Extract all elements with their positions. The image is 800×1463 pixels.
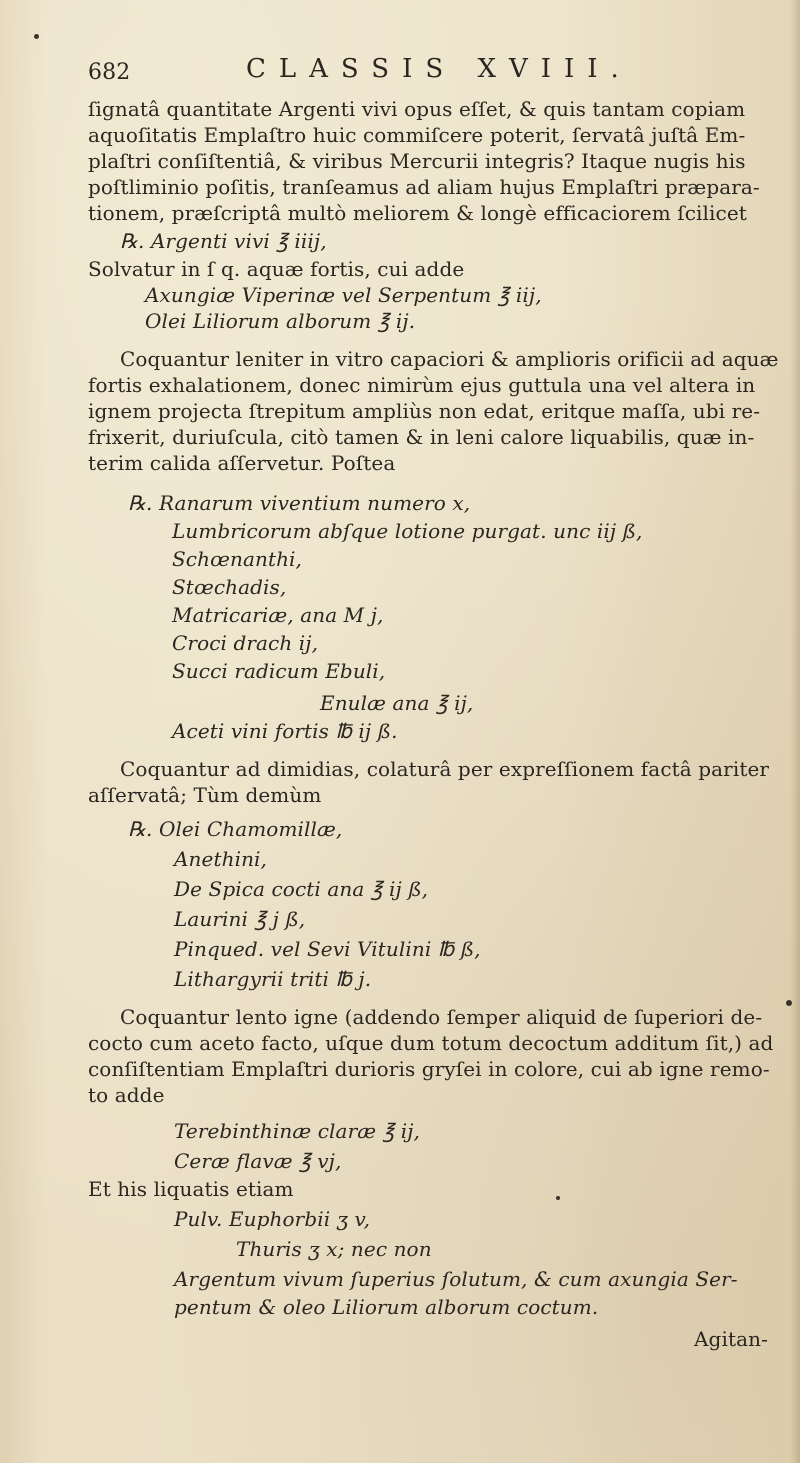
- recipe-line: Thuris ʒ x; nec non: [236, 1237, 432, 1261]
- recipe-line: ℞. Olei Chamomillæ,: [128, 817, 343, 841]
- text-line: conſiſtentiam Emplaſtri durioris gryſei in colore, cui ab igne remo-: [88, 1057, 770, 1081]
- ink-spot: [786, 1000, 792, 1006]
- text-line: cocto cum aceto facto, uſque dum totum decoctum additum ſit,) ad: [88, 1031, 774, 1055]
- text-line: Solvatur in ſ q. aquæ fortis, cui adde: [88, 257, 465, 281]
- page-edge-shadow: [790, 0, 800, 1463]
- text-line: plaſtri conſiſtentiâ, & viribus Mercurii integris? Itaque nugis his: [88, 149, 746, 173]
- recipe-line: Axungiæ Viperinæ vel Serpentum ℥ iij,: [145, 283, 542, 307]
- recipe-line: Matricariæ, ana M j,: [172, 603, 384, 627]
- text-line: Coquantur leniter in vitro capaciori & amplioris orificii ad aquæ: [120, 347, 779, 371]
- text-line: aquoſitatis Emplaſtro huic commiſcere poterit, ſervatâ juſtâ Em-: [88, 123, 746, 147]
- ink-spot: [556, 1196, 560, 1200]
- recipe-line: Ceræ flavæ ℥ vj,: [174, 1149, 342, 1173]
- recipe-line: Argentum vivum ſuperius ſolutum, & cum axungia Ser-: [174, 1267, 738, 1291]
- recipe-line: De Spica cocti ana ℥ ij ß,: [174, 877, 429, 901]
- recipe-line: Anethini,: [174, 847, 268, 871]
- page-number: 682: [88, 60, 131, 85]
- recipe-line: Aceti vini fortis ℔ ij ß.: [172, 719, 398, 743]
- text-line: terim calida aſſervetur. Poſtea: [88, 451, 396, 475]
- recipe-line: Stœchadis,: [172, 575, 287, 599]
- recipe-line: Terebinthinæ claræ ℥ ij,: [174, 1119, 420, 1143]
- text-line: ſignatâ quantitate Argenti vivi opus eſſet, & quis tantam copiam: [88, 97, 746, 121]
- text-line: aſſervatâ; Tùm demùm: [88, 783, 322, 807]
- recipe-line: Olei Liliorum alborum ℥ ij.: [145, 309, 416, 333]
- text-line: to adde: [88, 1083, 165, 1107]
- text-line: fortis exhalationem, donec nimirùm ejus guttula una vel altera in: [88, 373, 756, 397]
- recipe-line: pentum & oleo Liliorum alborum coctum.: [174, 1295, 599, 1319]
- running-title: CLASSIS XVIII.: [246, 54, 632, 84]
- recipe-line: Schœnanthi,: [172, 547, 303, 571]
- text-line: frixerit, duriuſcula, citò tamen & in leni calore liquabilis, quæ in-: [88, 425, 755, 449]
- recipe-line: ℞. Argenti vivi ℥ iiij,: [120, 229, 327, 253]
- text-line: Coquantur lento igne (addendo ſemper aliquid de ſuperiori de-: [120, 1005, 763, 1029]
- recipe-line: Succi radicum Ebuli,: [172, 659, 386, 683]
- recipe-line: Lithargyrii triti ℔ j.: [174, 967, 372, 991]
- text-line: Et his liquatis etiam: [88, 1177, 294, 1201]
- text-line: tionem, præſcriptâ multò meliorem & longè efficaciorem ſcilicet: [88, 201, 747, 225]
- ink-spot: [34, 34, 39, 39]
- recipe-line: Lumbricorum abſque lotione purgat. unc iij ß,: [172, 519, 643, 543]
- recipe-line: Pulv. Euphorbii ʒ v,: [174, 1207, 371, 1231]
- text-line: Coquantur ad dimidias, colaturâ per expreſſionem factâ pariter: [120, 757, 770, 781]
- recipe-line: Enulæ ana ℥ ij,: [320, 691, 474, 715]
- recipe-line: Croci drach ij,: [172, 631, 319, 655]
- catchword: Agitan-: [694, 1327, 768, 1351]
- text-line: poſtliminio poſitis, tranſeamus ad aliam hujus Emplaſtri præpara-: [88, 175, 760, 199]
- text-line: ignem projecta ſtrepitum ampliùs non edat, eritque maſſa, ubi re-: [88, 399, 761, 423]
- recipe-line: Laurini ℥ j ß,: [174, 907, 306, 931]
- recipe-line: Pinqued. vel Sevi Vitulini ℔ ß,: [174, 937, 481, 961]
- recipe-line: ℞. Ranarum viventium numero x,: [128, 491, 471, 515]
